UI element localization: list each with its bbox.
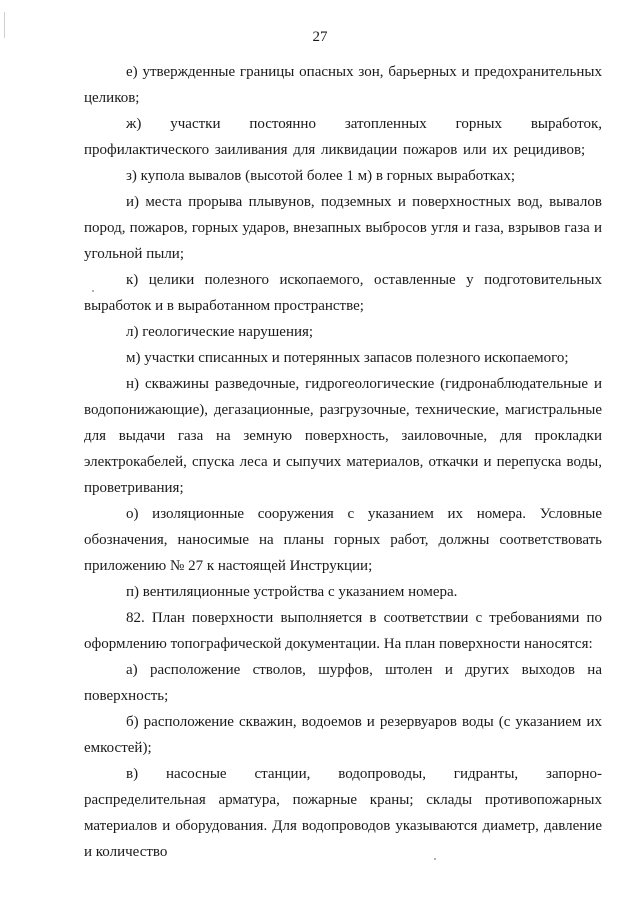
page-number: 27 [312, 29, 328, 45]
paragraph-i: и) места прорыва плывунов, подземных и поверхностных вод, вывалов пород, пожаров, горных ударов, внезапных выбросов угля и газа, взрывов газа и угольной пыли; [84, 194, 602, 262]
paragraph-m: м) участки списанных и потерянных запасов полезного ископаемого; [126, 350, 569, 366]
paragraph-a: а) расположение стволов, шурфов, штолен и других выходов на поверхность; [84, 662, 602, 704]
paragraph-82: 82. План поверхности выполняется в соответствии с требованиями по оформлению топографической документации. На план поверхности наносятся: [84, 610, 602, 652]
paragraph-zh: ж) участки постоянно затопленных горных выработок, профилактического заиливания для ликвидации пожаров или их рецидивов; [84, 116, 602, 158]
paragraph-k: к) целики полезного ископаемого, оставленные у подготовительных выработок и в выработанном пространстве; [84, 272, 602, 314]
paragraph-v: в) насосные станции, водопроводы, гидранты, запорно-распределительная арматура, пожарные краны; склады противопожарных материалов и оборудования. Для водопроводов указываются диаметр, давление и количество [84, 766, 602, 860]
body-text [84, 59, 602, 865]
paragraph-z: з) купола вывалов (высотой более 1 м) в горных выработках; [126, 168, 516, 184]
paragraph-e: е) утвержденные границы опасных зон, барьерных и предохранительных целиков; [84, 64, 602, 106]
paragraph-l: л) геологические нарушения; [126, 324, 314, 340]
paragraph-n: н) скважины разведочные, гидрогеологические (гидронаблюдательные и водопонижающие), дегазационные, разгрузочные, технические, магистральные для выдачи газа на земную поверхность, заиловочные, для прокладки электрокабелей, спуска леса и сыпучих материалов, откачки и перепуска воды, проветривания; [84, 376, 602, 496]
paragraph-p: п) вентиляционные устройства с указанием номера. [126, 584, 458, 600]
paragraph-o: о) изоляционные сооружения с указанием их номера. Условные обозначения, наносимые на планы горных работ, должны соответствовать приложению № 27 к настоящей Инструкции; [84, 506, 602, 574]
paragraph-b: б) расположение скважин, водоемов и резервуаров воды (с указанием их емкостей); [84, 714, 602, 756]
